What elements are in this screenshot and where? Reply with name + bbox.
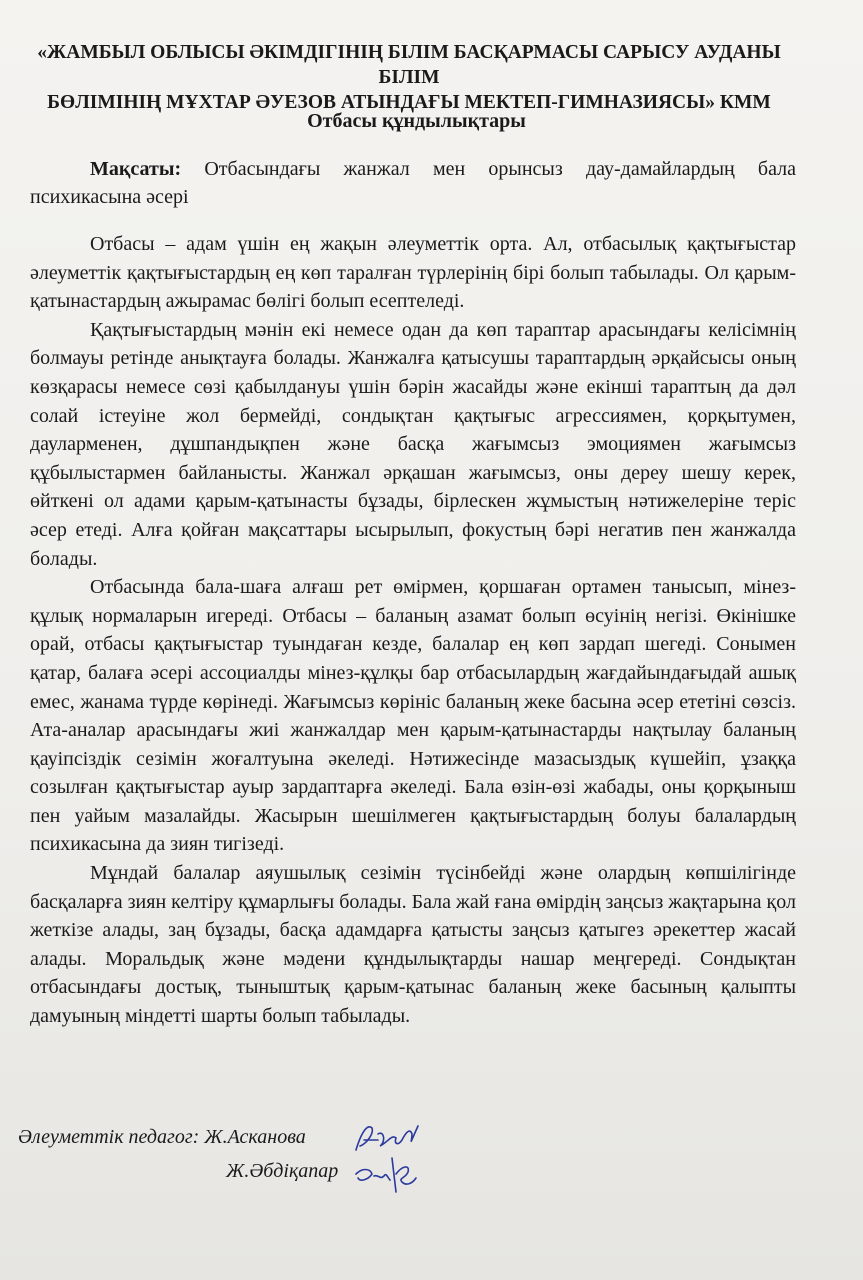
signature-line-1: Әлеуметтік педагог: Ж.Асканова — [18, 1126, 306, 1148]
purpose-block — [30, 155, 796, 211]
header-line-1: «ЖАМБЫЛ ОБЛЫСЫ ӘКІМДІГІНІҢ БІЛІМ БАСҚАРМАСЫ САРЫСУ АУДАНЫ БІЛІМ — [37, 42, 781, 88]
header-line-2: БӨЛІМІНІҢ МҰХТАР ӘУЕЗОВ АТЫНДАҒЫ МЕКТЕП-ГИМНАЗИЯСЫ» КММ — [47, 92, 771, 113]
body-text — [30, 230, 796, 1031]
purpose-text: Отбасындағы жанжал мен орынсыз дау-дамайлардың бала психикасына әсері — [30, 158, 797, 208]
paragraph-4: Мұндай балалар аяушылық сезімін түсінбейді және олардың көпшілігінде басқаларға зиян келтіру құмарлығы болады. Бала жай ғана өмірдің заңсыз жақтарына қол жеткізе алады, заң бұзады, басқа адамдарға қатысты заңсыз қатыгез әрекеттер жасай алады. Моральдық және мәдени құндылықтарды нашар меңгереді. Сондықтан отбасындағы достық, тыныштық қарым-қатынас баланың жеке басының қалыпты дамуының міндетті шарты болып табылады. — [30, 862, 796, 1028]
page-title: Отбасы құндылықтары — [307, 110, 526, 132]
handwritten-signature-1 — [352, 1120, 422, 1156]
purpose-label: Мақсаты: — [90, 158, 182, 180]
paragraph-3: Отбасында бала-шаға алғаш рет өмірмен, қоршаған ортамен танысып, мінез-құлық нормаларын игереді. Отбасы – баланың азамат болып өсуінің негізі. Өкінішке орай, отбасы қақтығыстар туындаған кезде, балалар ең көп зардап шегеді. Сонымен қатар, балаға әсері ассоциалды мінез-құлқы бар отбасылардың жағдайындағыдай ашық емес, жанама түрде көрінеді. Жағымсыз көрініс баланың жеке басына әсер ететіні сөзсіз. Ата-аналар арасындағы жиі жанжалдар мен қарым-қатынастарды нақтылау баланың қауіпсіздік сезімін жоғалтуына әкеледі. Нәтижесінде мазасыздық күшейіп, ұзаққа созылған қақтығыстар ауыр зардаптарға әкеледі. Бала өзін-өзі жабады, оны қорқыныш пен уайым мазалайды. Жасырын шешілмеген қақтығыстардың болуы балалардың психикасына да зиян тигізеді. — [30, 576, 796, 856]
handwritten-signature-2 — [350, 1154, 420, 1196]
school-header — [14, 40, 804, 115]
paragraph-1: Отбасы – адам үшін ең жақын әлеуметтік орта. Ал, отбасылық қақтығыстар әлеуметтік қақтығыстардың ең көп таралған түрлерінің бірі болып табылады. Ол қарым-қатынастардың ажырамас бөлігі болып есептеледі. — [30, 233, 796, 313]
signature-line-2: Ж.Әбдіқапар — [226, 1160, 339, 1182]
paragraph-2: Қақтығыстардың мәнін екі немесе одан да көп тараптар арасындағы келісімнің болмауы ретінде анықтауға болады. Жанжалға қатысушы тараптардың әрқайсысы оның көзқарасы немесе сөзі қабылдануы үшін бәрін жасайды және екінші тараптың да дәл солай істеуіне жол бермейді, сондықтан қақтығыс агрессиямен, қорқытумен, дауларменен, дұшпандықпен және басқа жағымсыз эмоциямен жағымсыз құбылыстармен байланысты. Жанжал әрқашан жағымсыз, оны дереу шешу керек, өйткені ол адами қарым-қатынасты бұзады, бірлескен жұмыстың нәтижелеріне теріс әсер етеді. Алға қойған мақсаттары ысырылып, фокустың бәрі негатив пен жанжалда болады. — [30, 318, 796, 570]
